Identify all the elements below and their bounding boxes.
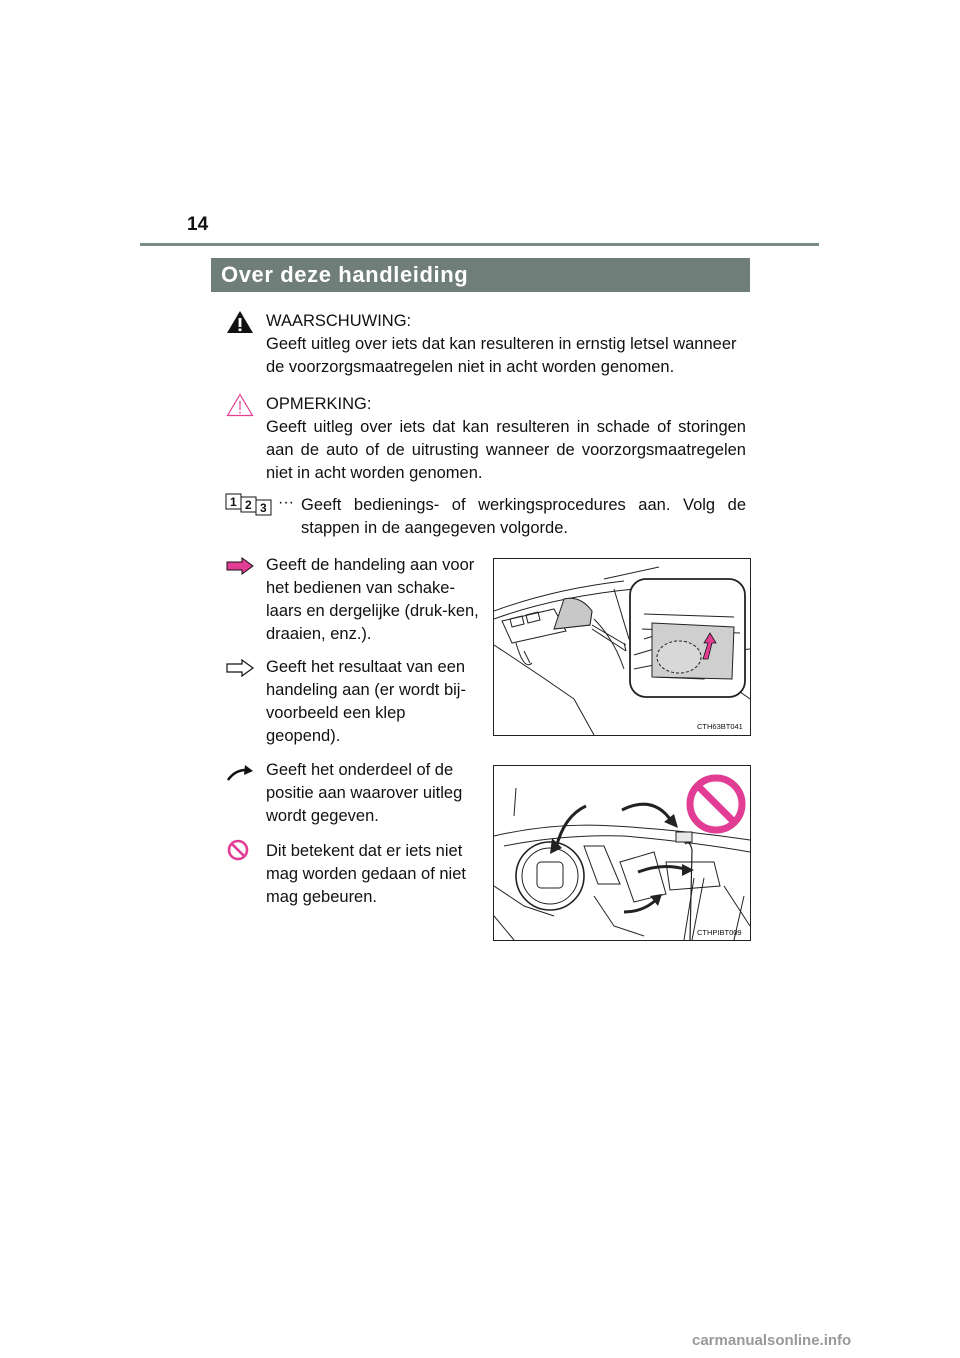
warning-text: Geeft uitleg over iets dat kan resulteren in ernstig letsel wanneer de voorzorgsmaatregelen niet in acht worden genomen. [266,335,737,376]
notice-label: OPMERKING: [266,395,372,413]
warning-icon [226,310,254,334]
curved-arrow-icon [226,765,254,783]
result-arrow-icon [226,659,254,677]
figure-overhead-console [493,558,751,736]
notice-text: Geeft uitleg over iets dat kan resulteren in schade of storingen aan de auto of de uitrusting wanneer de voorzorgsmaatregelen niet in acht worden genomen. [266,418,746,482]
step-numbers-icon [225,491,277,517]
warning-label: WAARSCHUWING: [266,312,412,330]
figure-1-code: CTH63BT041 [697,722,743,731]
result-text: Geeft het resultaat van een handeling aan (er wordt bij-voorbeeld een klep geopend). [266,658,466,745]
prohibited-icon [227,839,249,861]
header-rule [140,243,819,246]
watermark: carmanualsonline.info [692,1332,852,1349]
steps-text: Geeft bedienings- of werkingsprocedures aan. Volg de stappen in de aangegeven volgorde. [301,496,746,537]
figure-dashboard [493,765,751,941]
action-text: Geeft de handeling aan voor het bedienen van schake-laars en dergelijke (druk-ken, draaien, enz.). [266,556,479,643]
step-digit-1: 1 [230,495,237,509]
page-number: 14 [187,214,209,235]
figure-2-code: CTHPIBT009 [697,928,742,937]
notice-entry [266,393,746,485]
step-digit-2: 2 [245,498,252,512]
section-title: Over deze handleiding [211,258,750,292]
step-digit-3: 3 [260,501,267,515]
overhead-console-illustration [494,559,750,735]
prohibited-text: Dit betekent dat er iets niet mag worden gedaan of niet mag gebeuren. [266,842,466,906]
warning-entry [266,310,746,379]
steps-dots: ··· [278,494,294,511]
action-arrow-icon [226,557,254,575]
dashboard-illustration [494,766,750,940]
component-text: Geeft het onderdeel of de positie aan waarover uitleg wordt gegeven. [266,761,463,825]
caution-outline-icon [226,393,254,417]
